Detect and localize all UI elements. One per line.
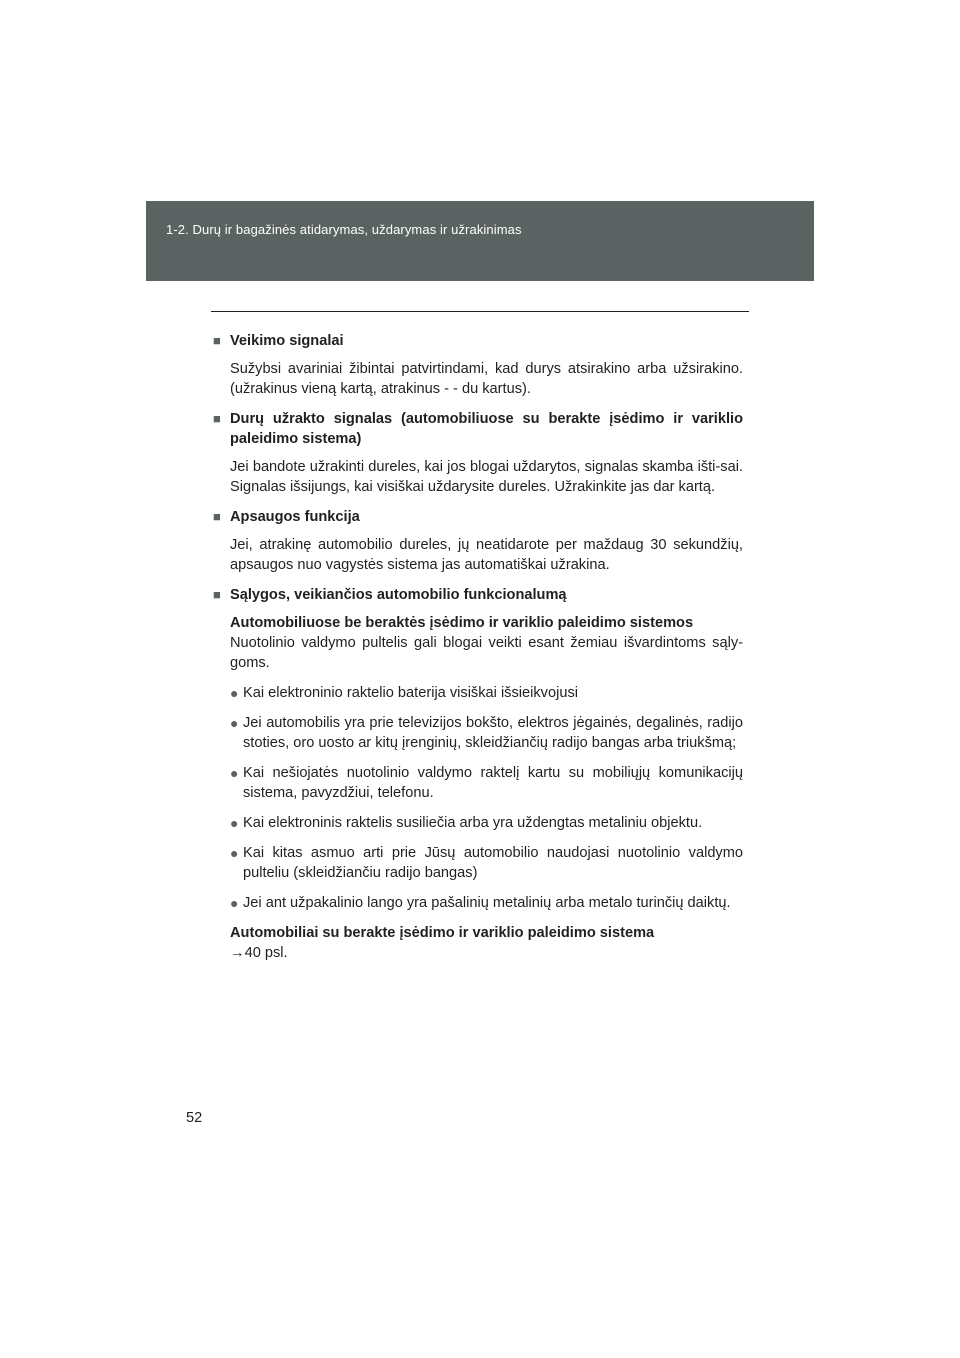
circle-bullet-icon: ● [230, 815, 239, 831]
list-item: ● Kai kitas asmuo arti prie Jūsų automobilio naudojasi nuotolinio valdymo pulteliu (skleidžiančiu radijo bangas) [230, 845, 743, 881]
circle-bullet-icon: ● [230, 715, 239, 731]
subheading: Automobiliai su berakte įsėdimo ir variklio paleidimo sistema [230, 925, 655, 941]
page-number: 52 [186, 1110, 203, 1126]
list-item: ● Jei automobilis yra prie televizijos bokšto, elektros jėgainės, degalinės, radijo stoties, oro uosto ar kitų įrenginių, skleidžiančių radijo bangas arba triukšmą; [230, 715, 743, 751]
chapter-title: 1-2. Durų ir bagažinės atidarymas, uždarymas ir užrakinimas [166, 222, 522, 237]
page-reference: →40 psl. [230, 945, 288, 961]
page-content [213, 331, 743, 963]
circle-bullet-icon: ● [230, 895, 239, 911]
list-item: ● Kai elektroninio raktelio baterija visiškai išsieikvojusi [230, 685, 578, 701]
section-text: Nuotolinio valdymo pultelis gali blogai veikti esant žemiau išvardintoms sąly-goms. [230, 635, 743, 671]
section-heading: ■ Apsaugos funkcija [213, 509, 360, 525]
subheading: Automobiliuose be beraktės įsėdimo ir variklio paleidimo sistemos [230, 615, 694, 631]
section-heading: ■ Durų užrakto signalas (automobiliuose su berakte įsėdimo ir variklio paleidimo sistema) [213, 411, 743, 447]
circle-bullet-icon: ● [230, 685, 239, 701]
circle-bullet-icon: ● [230, 765, 239, 781]
square-bullet-icon: ■ [213, 333, 221, 348]
list-item: ● Kai elektroninis raktelis susiliečia arba yra uždengtas metaliniu objektu. [230, 815, 703, 831]
square-bullet-icon: ■ [213, 411, 221, 426]
section-heading: ■ Sąlygos, veikiančios automobilio funkcionalumą [213, 587, 567, 603]
section-text: Jei bandote užrakinti dureles, kai jos blogai uždarytos, signalas skamba išti-sai. Signalas išsijungs, kai visiškai uždarysite dureles. Užrakinkite jas dar kartą. [230, 459, 743, 495]
list-item: ● Jei ant užpakalinio lango yra pašalinių metalinių arba metalo turinčių daiktų. [230, 895, 731, 911]
header-divider [211, 311, 749, 312]
section-text: Sužybsi avariniai žibintai patvirtindami, kad durys atsirakino arba užsirakino. (užrakinus vieną kartą, atrakinus - - du kartus). [230, 361, 743, 397]
square-bullet-icon: ■ [213, 509, 221, 524]
circle-bullet-icon: ● [230, 845, 239, 861]
section-heading: ■ Veikimo signalai [213, 333, 344, 349]
section-text: Jei, atrakinę automobilio dureles, jų neatidarote per maždaug 30 sekundžių, apsaugos nuo vagystės sistema jas automatiškai užrakina. [230, 537, 743, 573]
list-item: ● Kai nešiojatės nuotolinio valdymo raktelį kartu su mobiliųjų komunikacijų sistema, pavyzdžiui, telefonu. [230, 765, 743, 801]
square-bullet-icon: ■ [213, 587, 221, 602]
chapter-header-bar [146, 201, 814, 281]
